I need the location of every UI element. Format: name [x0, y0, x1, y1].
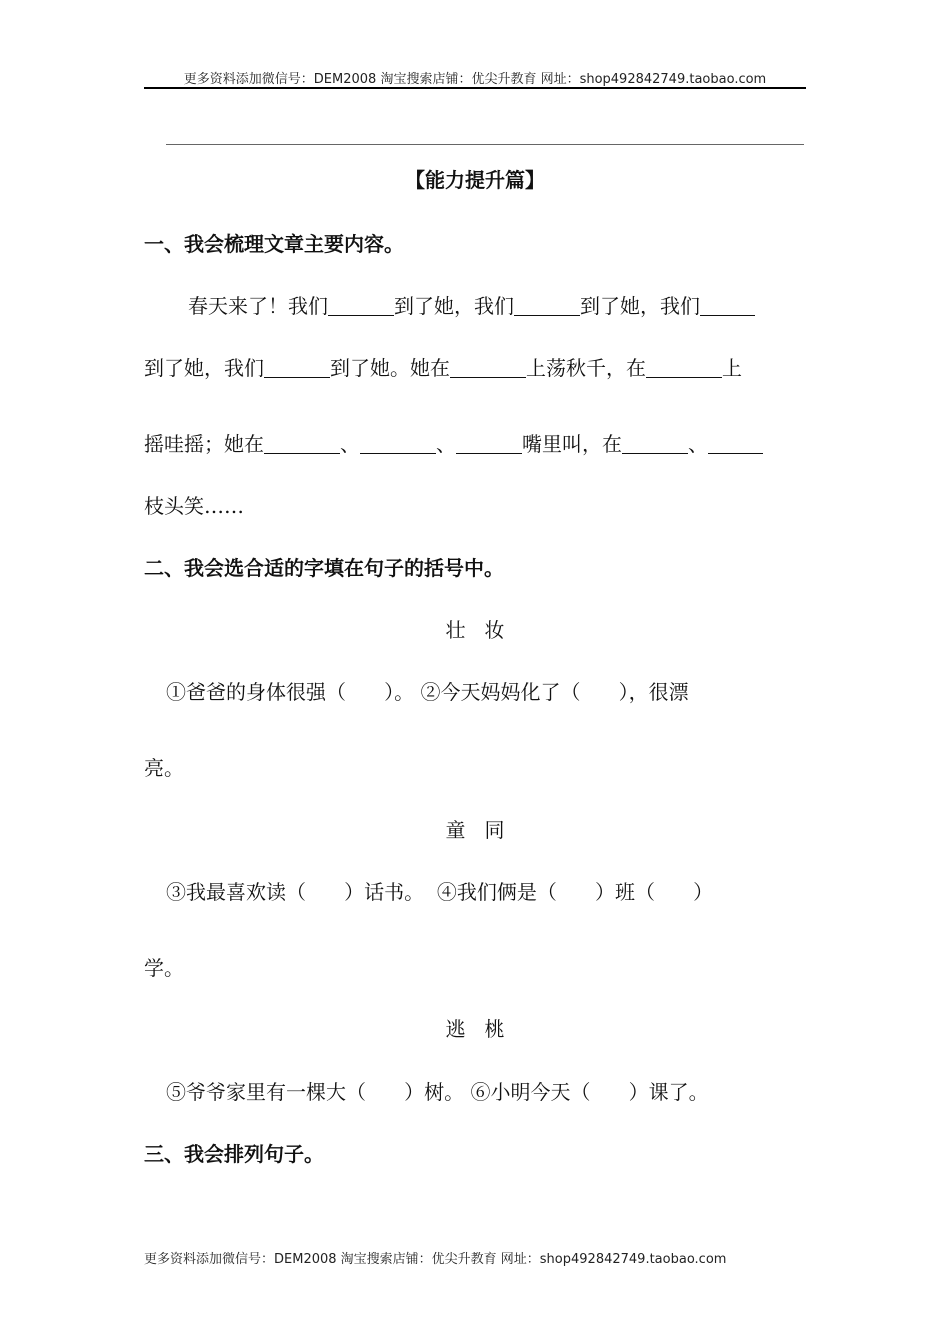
fill-blank[interactable] — [264, 359, 330, 378]
text-segment: 到了她，我们 — [394, 294, 514, 318]
fill-blank[interactable] — [450, 359, 526, 378]
question-line-2: ③我最喜欢读（ ）话书。 ④我们俩是（ ）班（ ） — [166, 880, 714, 904]
section1-heading: 一、我会梳理文章主要内容。 — [144, 232, 404, 256]
text-segment: 嘴里叫，在 — [522, 432, 622, 456]
text-segment: 、 — [340, 432, 360, 456]
question-cont-1: 亮。 — [144, 756, 184, 780]
question-line-1: ①爸爸的身体很强（ ）。 ②今天妈妈化了（ ），很漂 — [166, 680, 689, 704]
text-segment: 到了她。她在 — [330, 356, 450, 380]
section3-heading: 三、我会排列句子。 — [144, 1142, 324, 1166]
char-choice-2: 童 同 — [445, 818, 505, 842]
text-segment: 到了她，我们 — [580, 294, 700, 318]
section1-line1 — [188, 290, 755, 319]
header-rule — [144, 87, 806, 89]
fill-blank[interactable] — [700, 297, 755, 316]
page-footer: 更多资料添加微信号：DEM2008 淘宝搜索店铺：优尖升教育 网址：shop492842749.taobao.com — [144, 1252, 727, 1267]
section1-line2 — [144, 352, 742, 381]
page-header: 更多资料添加微信号：DEM2008 淘宝搜索店铺：优尖升教育 网址：shop492842749.taobao.com — [183, 72, 767, 87]
text-segment: 上荡秋千，在 — [526, 356, 646, 380]
text-segment: 到了她，我们 — [144, 356, 264, 380]
text-segment: 上 — [722, 356, 742, 380]
text-segment: 摇哇摇；她在 — [144, 432, 264, 456]
text-segment: 、 — [688, 432, 708, 456]
section1-line3 — [144, 428, 763, 457]
page-title: 【能力提升篇】 — [405, 168, 545, 192]
top-divider — [166, 144, 804, 145]
question-line-3: ⑤爷爷家里有一棵大（ ）树。 ⑥小明今天（ ）课了。 — [166, 1080, 709, 1104]
text-segment: 春天来了！我们 — [188, 294, 328, 318]
text-segment: 、 — [436, 432, 456, 456]
fill-blank[interactable] — [456, 435, 522, 454]
fill-blank[interactable] — [622, 435, 688, 454]
question-cont-2: 学。 — [144, 956, 184, 980]
section2-heading: 二、我会选合适的字填在句子的括号中。 — [144, 556, 504, 580]
fill-blank[interactable] — [514, 297, 580, 316]
char-choice-1: 壮 妆 — [445, 618, 505, 642]
fill-blank[interactable] — [360, 435, 436, 454]
fill-blank[interactable] — [646, 359, 722, 378]
fill-blank[interactable] — [264, 435, 340, 454]
section1-line4: 枝头笑…… — [144, 494, 244, 518]
fill-blank[interactable] — [328, 297, 394, 316]
char-choice-3: 逃 桃 — [445, 1017, 505, 1041]
fill-blank[interactable] — [708, 435, 763, 454]
